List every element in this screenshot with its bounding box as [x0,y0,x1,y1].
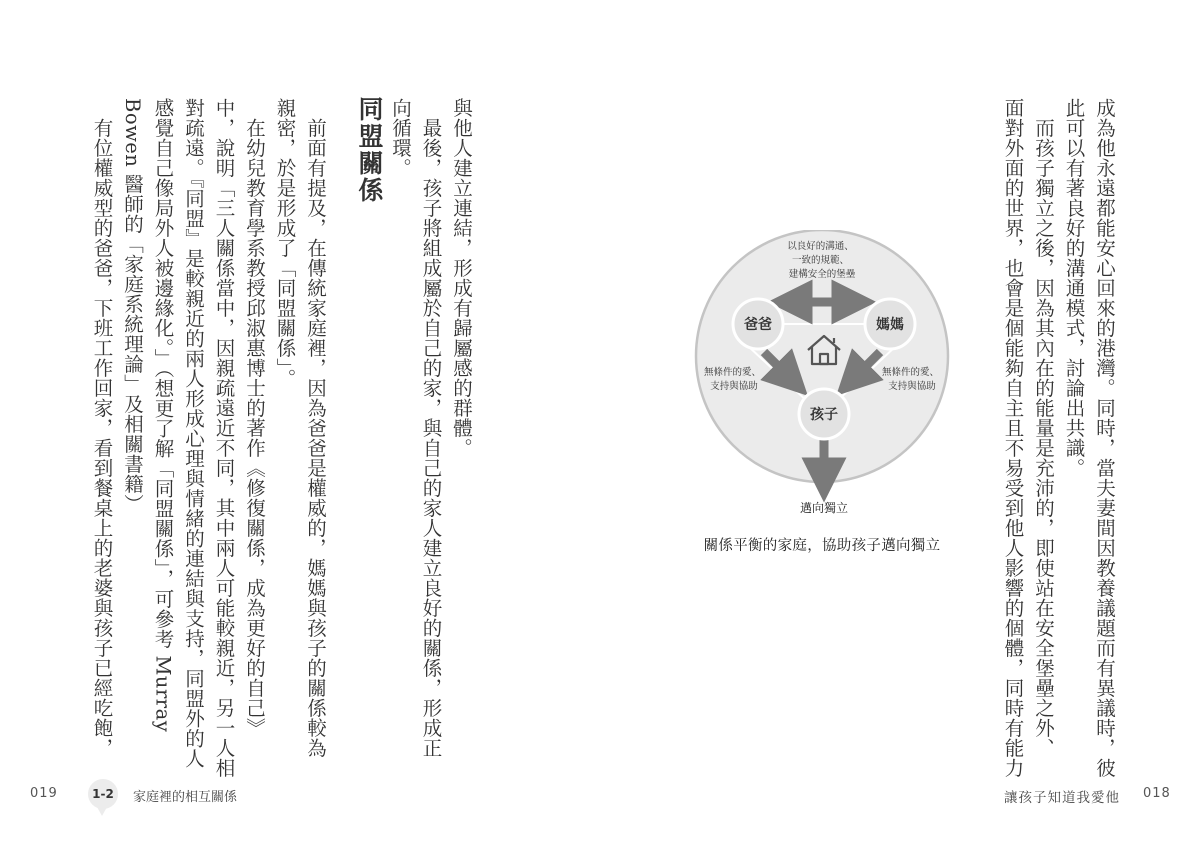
right-label: 無條件的愛、 支持與協助 [881,367,939,392]
book-title: 讓孩子知道我愛他 [1004,790,1120,806]
left-label: 無條件的愛、 支持與協助 [703,367,761,392]
family-relationship-diagram [690,230,954,524]
section-heading: 同盟關係 [355,96,384,204]
diagram-caption: 關係平衡的家庭，協助孩子邁向獨立 [703,538,941,554]
diagram-svg [690,230,954,520]
chapter-title: 家庭裡的相互關係 [133,790,238,805]
page-number-left: 019 [30,786,58,801]
node-father-label: 爸爸 [744,317,772,333]
left-text-column-1: 與他人建立連結，形成有歸屬感的群體。 最後，孩子將組成屬於自己的家，與自己的家人建立良好的關係，形成正 向循環。 [389,98,473,758]
node-child-label: 孩子 [810,407,838,423]
chapter-badge: 1-2 [88,779,118,809]
node-mother-label: 媽媽 [876,317,904,333]
top-label: 以良好的溝通、 一致的規範、 建構安全的堡壘 [787,241,856,280]
page-number-right: 018 [1143,786,1171,801]
left-text-column-2: 前面有提及，在傳統家庭裡，因為爸爸是權威的，媽媽與孩子的關係較為 親密，於是形成了「同盟關係」。 在幼兒教育學系教授邱淑惠博士的著作《修復關係，成為更好的自己》 中，說明「三人關係當中，因親疏遠近不同，其中兩人可能較親近，另一人相 對疏遠。『同盟』是較親近的兩人形成心理與情緒的連結與支持，同盟外的人 感覺自己像局外人被邊緣化。」（想更了解「同盟關係」，可參考 Murray Bowen 醫師的「家庭系統理論」及相關書籍） 有位權威型的爸爸，下班工作回家，看到餐桌上的老婆與孩子已經吃飽， [90,98,327,778]
right-text-column-1: 成為他永遠都能安心回來的港灣。同時，當夫妻間因教養議題而有異議時，彼 此可以有著良好的溝通模式，討論出共識。 而孩子獨立之後，因為其內在的能量是充沛的，即使站在安全堡壘之外、 面對外面的世界，也會是個能夠自主且不易受到他人影響的個體，同時有能力 [1001,98,1116,778]
bottom-label: 邁向獨立 [799,501,849,515]
